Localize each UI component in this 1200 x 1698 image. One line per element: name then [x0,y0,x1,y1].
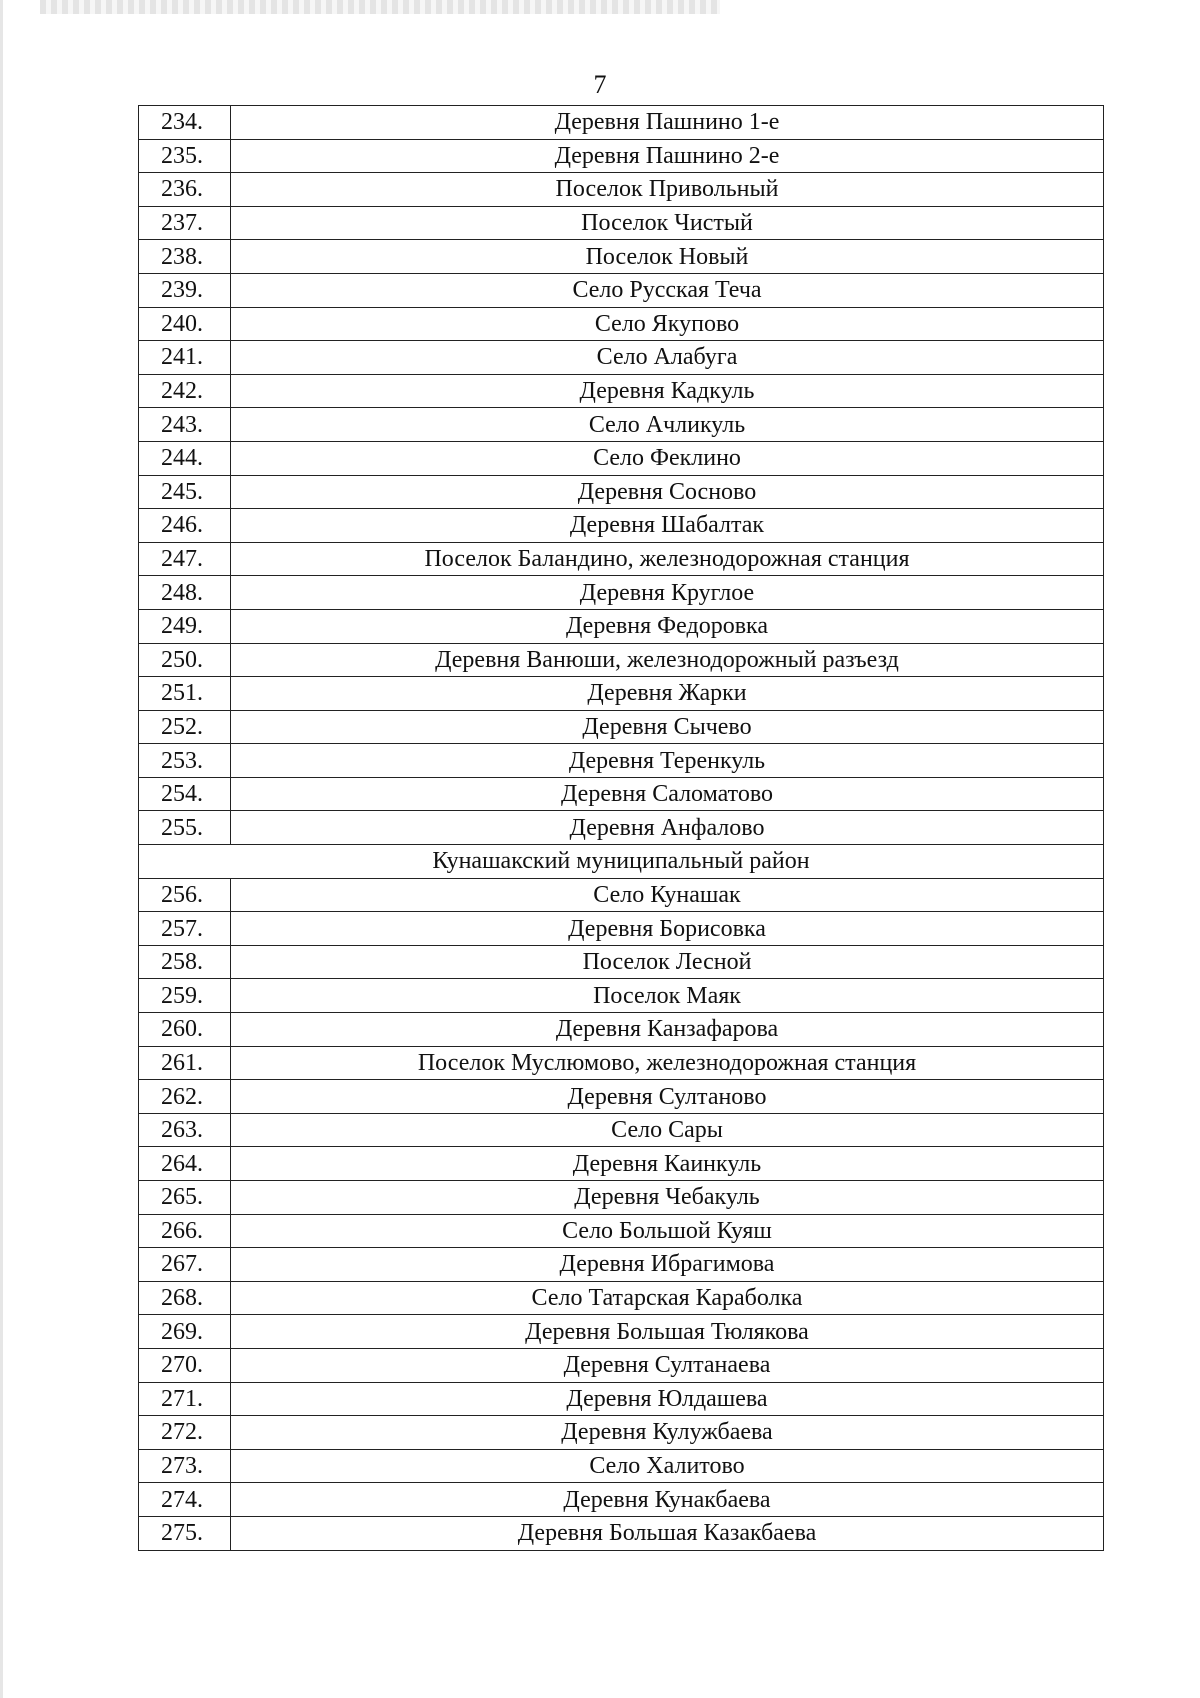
settlement-name: Поселок Муслюмово, железнодорожная станция [231,1046,1104,1080]
row-number: 271. [139,1382,231,1416]
settlement-name: Село Халитово [231,1449,1104,1483]
table-row [139,1113,1104,1147]
settlement-name: Деревня Борисовка [231,912,1104,946]
table-section [139,845,1104,879]
row-number: 253. [139,744,231,778]
table-row [139,1315,1104,1349]
settlement-name: Деревня Большая Казакбаева [231,1516,1104,1550]
row-number: 238. [139,240,231,274]
row-number: 236. [139,173,231,207]
row-number: 239. [139,273,231,307]
settlement-name: Село Татарская Караболка [231,1281,1104,1315]
settlement-name: Поселок Новый [231,240,1104,274]
row-number: 237. [139,206,231,240]
row-number: 260. [139,1013,231,1047]
row-number: 248. [139,576,231,610]
section-heading: Кунашакский муниципальный район [139,845,1104,879]
settlement-name: Деревня Ибрагимова [231,1248,1104,1282]
settlement-name: Деревня Каинкуль [231,1147,1104,1181]
table-row [139,643,1104,677]
settlement-name: Деревня Шабалтак [231,509,1104,543]
table-row [139,677,1104,711]
settlement-name: Деревня Султаново [231,1080,1104,1114]
settlement-name: Деревня Ванюши, железнодорожный разъезд [231,643,1104,677]
row-number: 249. [139,609,231,643]
table-row [139,1046,1104,1080]
page-number: 7 [593,70,607,99]
table-row [139,811,1104,845]
settlement-name: Деревня Федоровка [231,609,1104,643]
table-row [139,777,1104,811]
table-row [139,1181,1104,1215]
table-row [139,1483,1104,1517]
row-number: 268. [139,1281,231,1315]
scan-artifact [40,0,720,14]
row-number: 259. [139,979,231,1013]
row-number: 262. [139,1080,231,1114]
table-row [139,1080,1104,1114]
table-row [139,106,1104,140]
settlement-name: Поселок Чистый [231,206,1104,240]
table-row [139,509,1104,543]
row-number: 240. [139,307,231,341]
table-row [139,206,1104,240]
row-number: 263. [139,1113,231,1147]
row-number: 261. [139,1046,231,1080]
row-number: 252. [139,710,231,744]
settlement-name: Село Якупово [231,307,1104,341]
settlement-name: Деревня Кадкуль [231,374,1104,408]
table-row [139,374,1104,408]
settlement-name: Село Русская Теча [231,273,1104,307]
table-row [139,240,1104,274]
table-row [139,576,1104,610]
table-row [139,1147,1104,1181]
row-number: 242. [139,374,231,408]
settlement-name: Село Кунашак [231,878,1104,912]
table-row [139,979,1104,1013]
row-number: 275. [139,1516,231,1550]
row-number: 258. [139,945,231,979]
table-row [139,475,1104,509]
table-row [139,1516,1104,1550]
table-row [139,542,1104,576]
table-row [139,139,1104,173]
scan-edge [0,0,3,1698]
table-row [139,173,1104,207]
row-number: 273. [139,1449,231,1483]
row-number: 250. [139,643,231,677]
row-number: 274. [139,1483,231,1517]
row-number: 243. [139,408,231,442]
row-number: 269. [139,1315,231,1349]
table-row [139,1348,1104,1382]
row-number: 245. [139,475,231,509]
table-row [139,878,1104,912]
table-row [139,1214,1104,1248]
row-number: 265. [139,1181,231,1215]
settlement-name: Поселок Лесной [231,945,1104,979]
table-row [139,307,1104,341]
settlement-name: Деревня Жарки [231,677,1104,711]
table-row [139,710,1104,744]
settlement-name: Поселок Баландино, железнодорожная станция [231,542,1104,576]
settlements-table [138,105,1104,1551]
row-number: 257. [139,912,231,946]
row-number: 272. [139,1416,231,1450]
table-row [139,609,1104,643]
table-row [139,341,1104,375]
table-body-upper [139,106,1104,845]
settlement-name: Деревня Султанаева [231,1348,1104,1382]
settlement-name: Деревня Канзафарова [231,1013,1104,1047]
settlement-name: Деревня Анфалово [231,811,1104,845]
settlement-name: Село Сары [231,1113,1104,1147]
settlement-name: Поселок Привольный [231,173,1104,207]
settlement-name: Поселок Маяк [231,979,1104,1013]
table-row [139,744,1104,778]
table-row [139,1248,1104,1282]
settlement-name: Деревня Чебакуль [231,1181,1104,1215]
table-row [139,912,1104,946]
row-number: 254. [139,777,231,811]
settlement-name: Село Алабуга [231,341,1104,375]
table-row [139,1449,1104,1483]
settlement-name: Деревня Сычево [231,710,1104,744]
row-number: 264. [139,1147,231,1181]
table-row [139,1382,1104,1416]
settlement-name: Деревня Пашнино 1-е [231,106,1104,140]
row-number: 241. [139,341,231,375]
table-row [139,273,1104,307]
row-number: 255. [139,811,231,845]
table-body-lower [139,878,1104,1550]
table-row [139,1281,1104,1315]
row-number: 256. [139,878,231,912]
table-row [139,1013,1104,1047]
settlement-name: Деревня Теренкуль [231,744,1104,778]
settlement-name: Деревня Сосново [231,475,1104,509]
settlement-name: Деревня Большая Тюлякова [231,1315,1104,1349]
row-number: 266. [139,1214,231,1248]
row-number: 267. [139,1248,231,1282]
settlement-name: Деревня Кулужбаева [231,1416,1104,1450]
row-number: 234. [139,106,231,140]
settlement-name: Деревня Кунакбаева [231,1483,1104,1517]
row-number: 246. [139,509,231,543]
table-row [139,408,1104,442]
row-number: 251. [139,677,231,711]
row-number: 247. [139,542,231,576]
settlement-name: Деревня Пашнино 2-е [231,139,1104,173]
settlement-name: Деревня Круглое [231,576,1104,610]
row-number: 235. [139,139,231,173]
table-row [139,441,1104,475]
row-number: 270. [139,1348,231,1382]
settlement-name: Село Ачликуль [231,408,1104,442]
settlement-name: Деревня Юлдашева [231,1382,1104,1416]
settlement-name: Деревня Саломатово [231,777,1104,811]
section-row [139,845,1104,879]
settlement-name: Село Большой Куяш [231,1214,1104,1248]
row-number: 244. [139,441,231,475]
table-row [139,1416,1104,1450]
table-row [139,945,1104,979]
settlement-name: Село Феклино [231,441,1104,475]
